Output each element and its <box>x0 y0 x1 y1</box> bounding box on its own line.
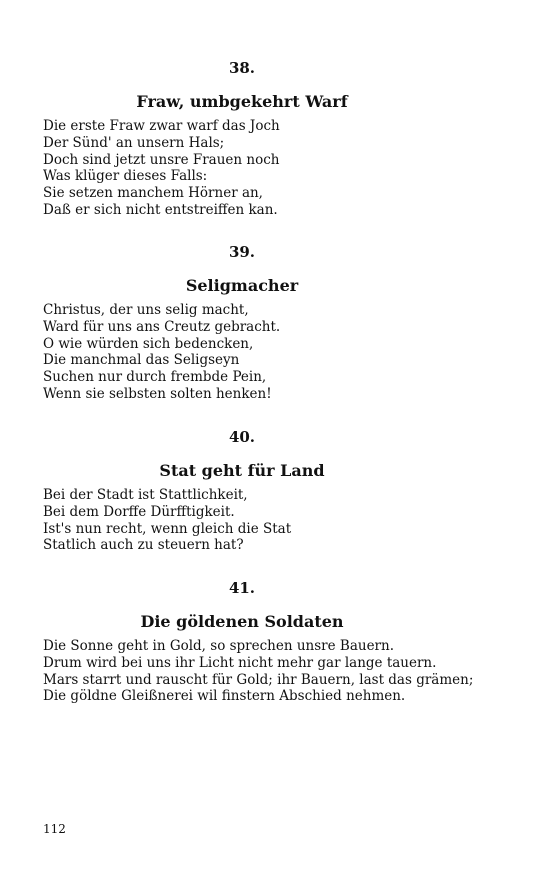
poem-line: Christus, der uns selig macht, <box>43 302 249 318</box>
page-number: 112 <box>43 822 66 836</box>
poem-line: Sie setzen manchem Hörner an, <box>43 185 263 202</box>
poem-line: Die erste Fraw zwar warf das Joch <box>43 118 280 134</box>
poem-line: Die manchmal das Seligseyn <box>43 352 240 369</box>
poem-number: 40. <box>228 428 256 446</box>
poem-title: Die göldenen Soldaten <box>140 612 344 631</box>
poem-line: Doch sind jetzt unsre Frauen noch <box>43 151 280 168</box>
poem-line: Ist's nun recht, wenn gleich die Stat <box>43 520 292 537</box>
poem-title: Seligmacher <box>185 276 299 295</box>
poem-line: Drum wird bei uns ihr Licht nicht mehr gar lange tauern. <box>43 654 437 671</box>
poem-title: Stat geht für Land <box>159 461 325 480</box>
poem-lines <box>43 118 280 219</box>
poem-line: Die Sonne geht in Gold, so sprechen unsre Bauern. <box>43 638 394 654</box>
poem-line: Wenn sie selbsten solten henken! <box>43 385 272 402</box>
poem-line: Statlich auch zu steuern hat? <box>43 537 244 554</box>
poem-line: Was klüger dieses Falls: <box>43 168 208 185</box>
poem-number: 38. <box>228 59 256 77</box>
poem-line: Daß er sich nicht entstreiffen kan. <box>43 201 278 218</box>
poem-lines <box>43 487 291 554</box>
poem-line: Bei dem Dorffe Dürfftigkeit. <box>43 503 235 520</box>
poem-line: Bei der Stadt ist Stattlichkeit, <box>43 487 248 503</box>
poem-lines <box>43 638 473 705</box>
poem-lines <box>43 302 280 403</box>
poem-line: Suchen nur durch frembde Pein, <box>43 369 267 386</box>
poem-line: O wie würden sich bedencken, <box>43 335 254 352</box>
poem-title: Fraw, umbgekehrt Warf <box>136 92 348 111</box>
poem-line: Die göldne Gleißnerei wil finstern Abschied nehmen. <box>43 688 406 705</box>
poem-line: Mars starrt und rauscht für Gold; ihr Bauern, last das grämen; <box>43 671 474 688</box>
poem-number: 41. <box>228 579 256 597</box>
poem-line: Der Sünd' an unsern Hals; <box>43 134 225 151</box>
poem-line: Ward für uns ans Creutz gebracht. <box>43 318 281 335</box>
poem-number: 39. <box>228 243 256 261</box>
